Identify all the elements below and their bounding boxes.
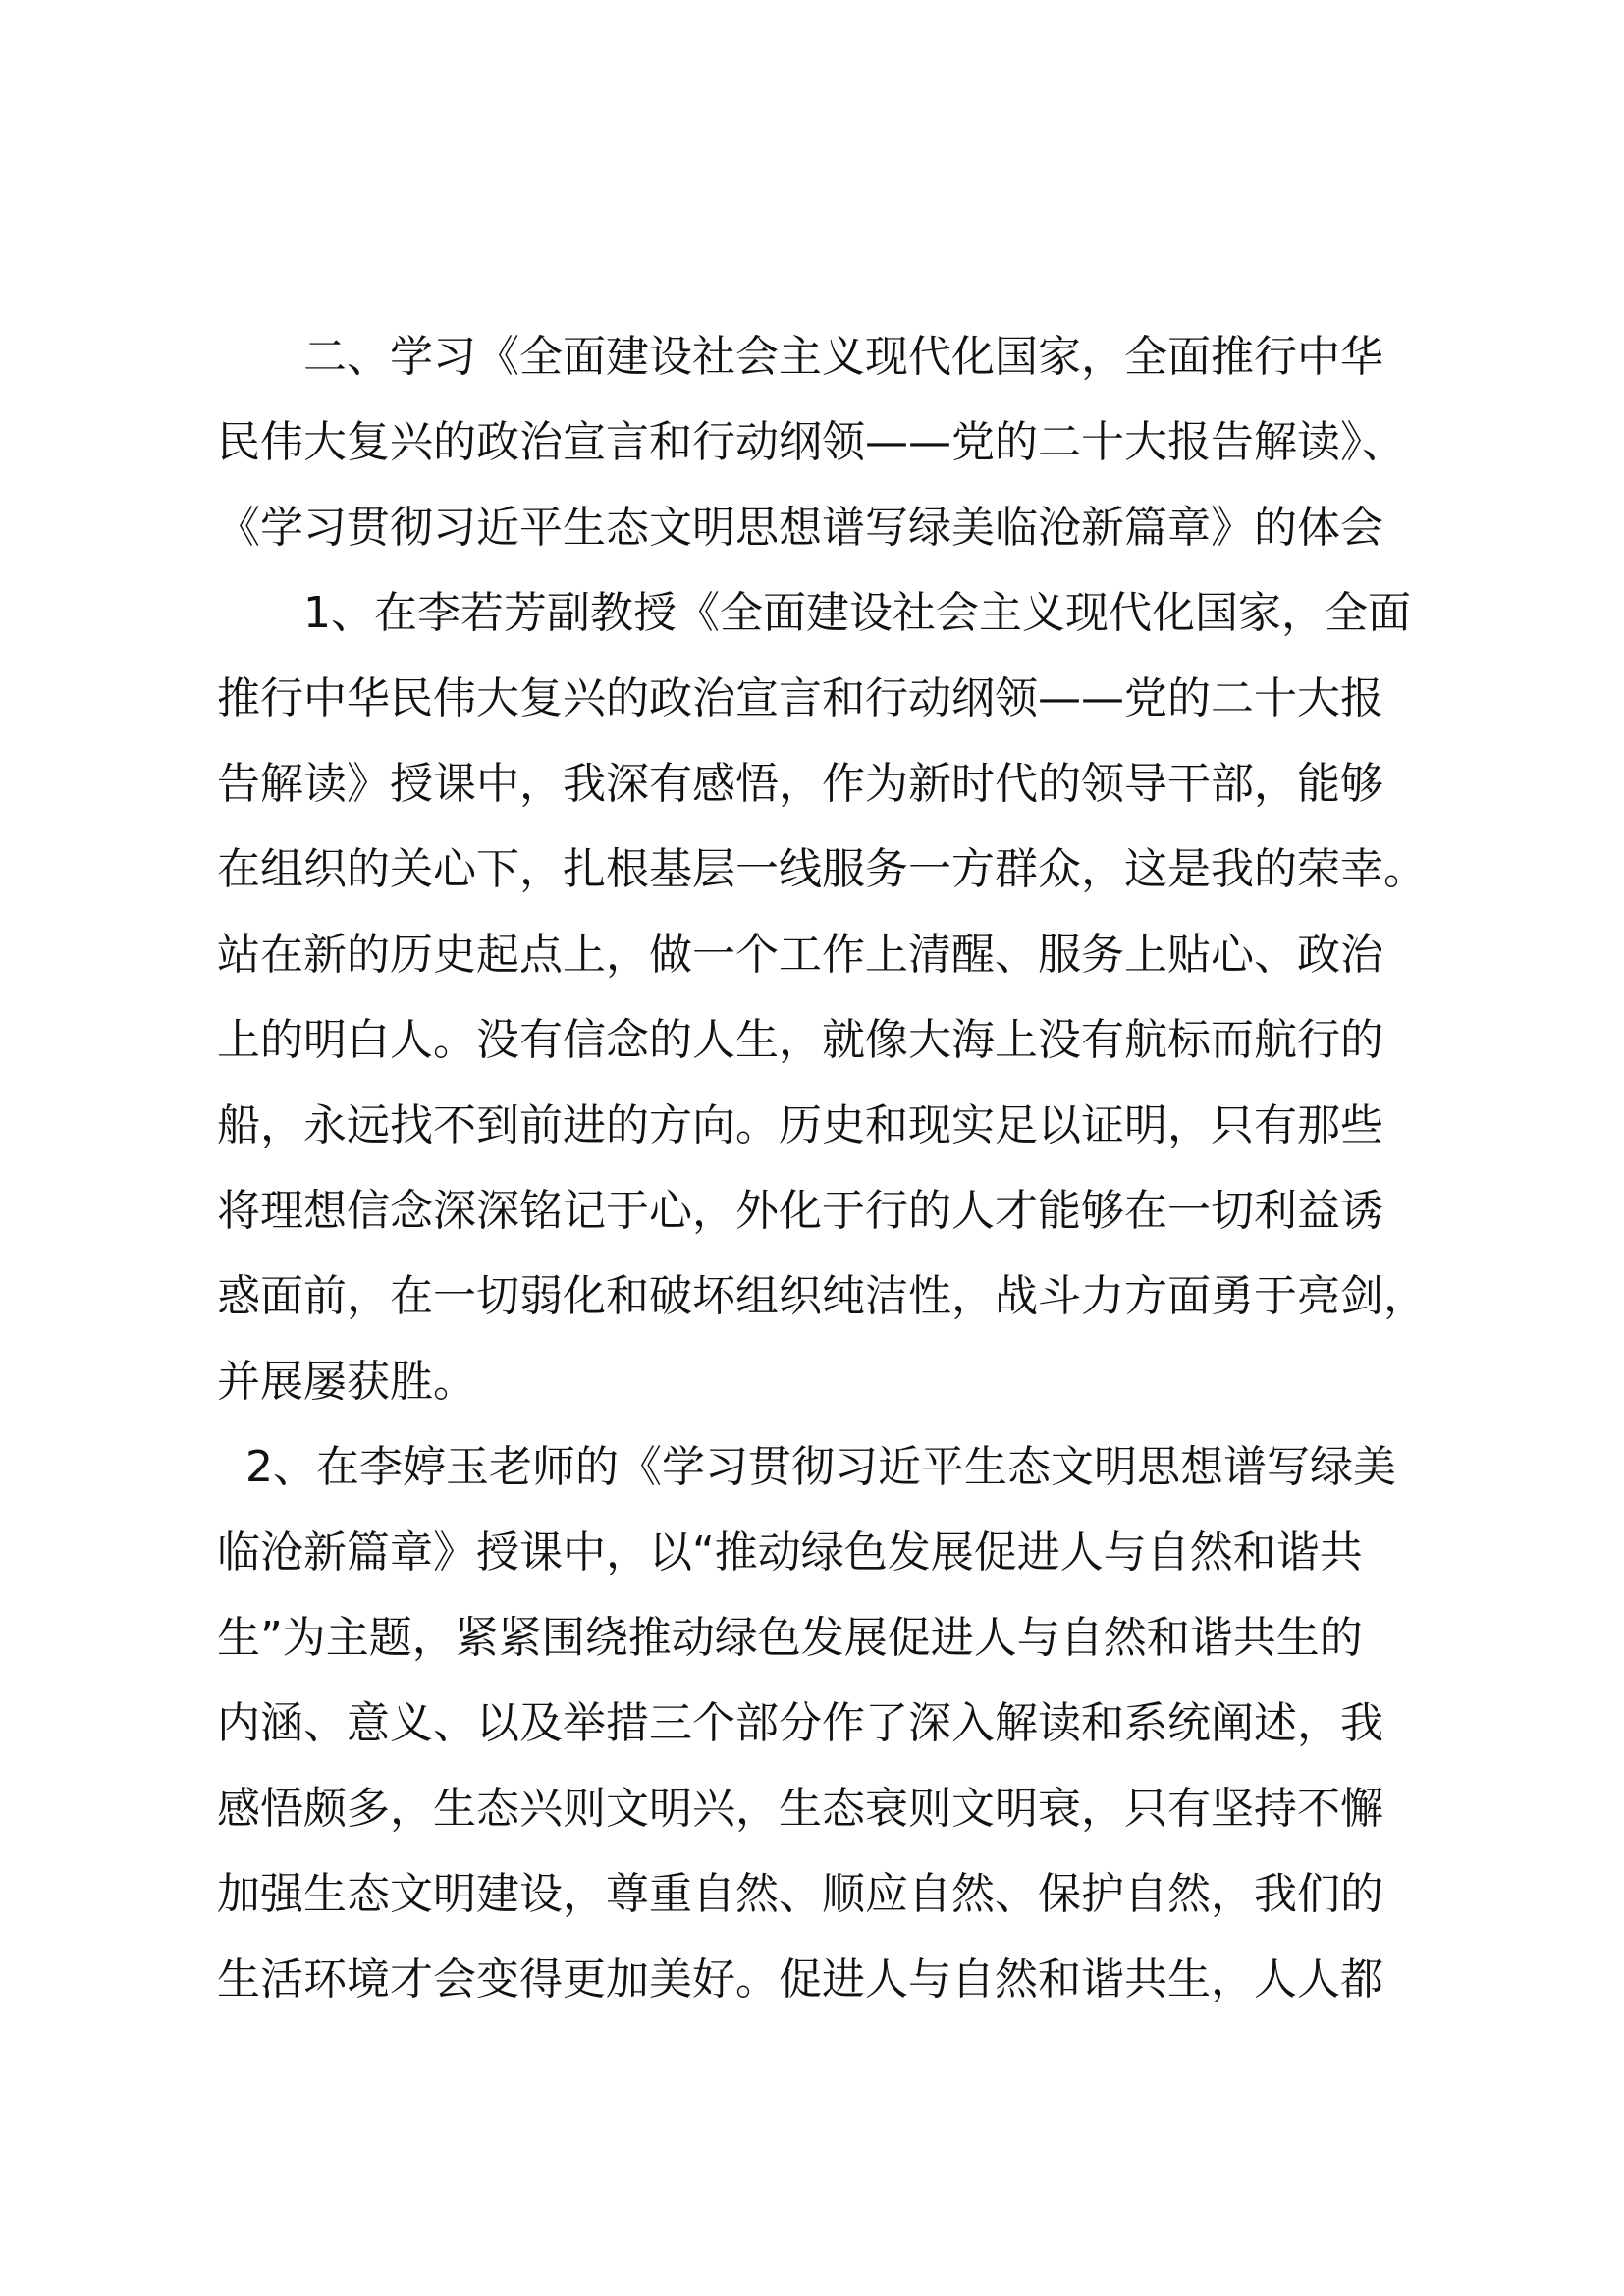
paragraph-2-line-4: 内涵、意义、以及举措三个部分作了深入解读和系统阐述，我 (217, 1698, 1383, 1748)
paragraph-2-line-3: 生”为主题，紧紧围绕推动绿色发展促进人与自然和谐共生的 (217, 1613, 1363, 1663)
section-heading-line-1: 二、学习《全面建设社会主义现代化国家，全面推行中华 (303, 332, 1383, 382)
paragraph-1-line-9: 惑面前，在一切弱化和破坏组织纯洁性，战斗力方面勇于亮剑， (217, 1271, 1427, 1321)
paragraph-1-line-6: 上的明白人。没有信念的人生，就像大海上没有航标而航行的 (217, 1015, 1383, 1065)
paragraph-1-line-8: 将理想信念深深铭记于心，外化于行的人才能够在一切利益诱 (217, 1186, 1383, 1236)
paragraph-2-line-7: 生活环境才会变得更加美好。促进人与自然和谐共生，人人都 (217, 1954, 1383, 2004)
paragraph-1-line-4: 在组织的关心下，扎根基层一线服务一方群众，这是我的荣幸。 (217, 844, 1427, 894)
paragraph-2-line-6: 加强生态文明建设，尊重自然、顺应自然、保护自然，我们的 (217, 1869, 1383, 1919)
paragraph-2-line-1: 2、在李婷玉老师的《学习贯彻习近平生态文明思想谱写绿美 (245, 1442, 1396, 1492)
paragraph-2-line-5: 感悟颇多，生态兴则文明兴，生态衰则文明衰，只有坚持不懈 (217, 1784, 1383, 1834)
paragraph-1-line-3: 告解读》授课中，我深有感悟，作为新时代的领导干部，能够 (217, 759, 1383, 809)
section-heading-line-2: 民伟大复兴的政治宣言和行动纲领——党的二十大报告解读》、 (217, 417, 1405, 467)
paragraph-1-line-2: 推行中华民伟大复兴的政治宣言和行动纲领——党的二十大报 (217, 673, 1383, 723)
paragraph-1-line-7: 船，永远找不到前进的方向。历史和现实足以证明，只有那些 (217, 1100, 1383, 1150)
paragraph-2-line-2: 临沧新篇章》授课中，以“推动绿色发展促进人与自然和谐共 (217, 1527, 1363, 1577)
paragraph-1-line-1: 1、在李若芳副教授《全面建设社会主义现代化国家，全面 (303, 588, 1411, 638)
section-heading-line-3: 《学习贯彻习近平生态文明思想谱写绿美临沧新篇章》的体会 (217, 503, 1383, 553)
paragraph-1-line-5: 站在新的历史起点上，做一个工作上清醒、服务上贴心、政治 (217, 930, 1383, 980)
paragraph-1-line-10: 并展屡获胜。 (217, 1357, 476, 1407)
